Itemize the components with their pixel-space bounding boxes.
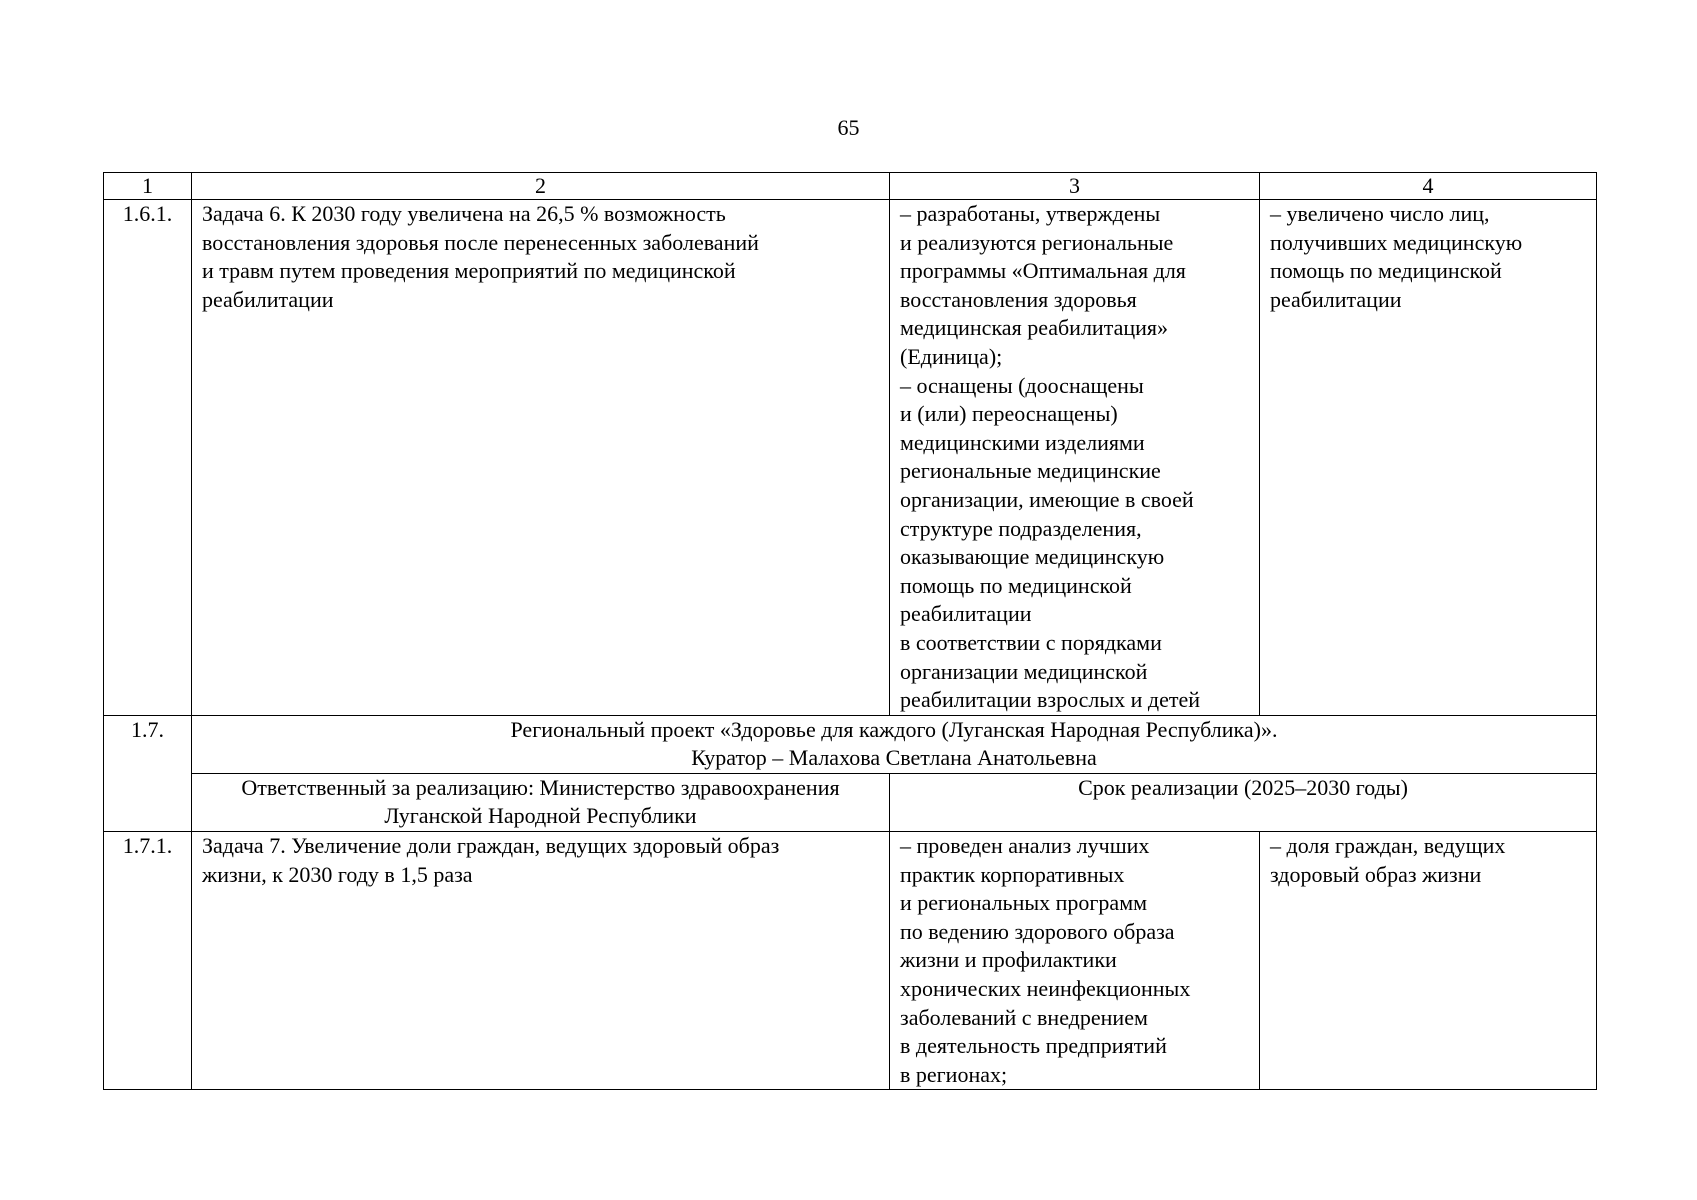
table-row bbox=[104, 715, 1597, 773]
indicator-cell: – увеличено число лиц, получивших медицинскую помощь по медицинской реабилитации bbox=[1260, 200, 1597, 716]
results-cell: – разработаны, утверждены и реализуются региональные программы «Оптимальная для восстановления здоровья медицинская реабилитация» (Единица); – оснащены (дооснащены и (или) переоснащены) медицинскими изделиями региональные медицинские организации, имеющие в своей структуре подразделения, оказывающие медицинскую помощь по медицинской реабилитации в соответствии с порядками организации медицинской реабилитации взрослых и детей bbox=[890, 200, 1260, 716]
term-cell: Срок реализации (2025–2030 годы) bbox=[890, 773, 1597, 831]
column-number-1: 1 bbox=[104, 173, 192, 200]
page-number: 65 bbox=[837, 115, 860, 140]
responsible-cell: Ответственный за реализацию: Министерство здравоохранения Луганской Народной Республики bbox=[192, 773, 890, 831]
row-number: 1.7. bbox=[104, 715, 192, 831]
table-row bbox=[104, 832, 1597, 1090]
column-number-4: 4 bbox=[1260, 173, 1597, 200]
row-number: 1.7.1. bbox=[104, 832, 192, 1090]
table-header-row bbox=[104, 173, 1597, 200]
table-row bbox=[104, 773, 1597, 831]
task-cell: Задача 6. К 2030 году увеличена на 26,5 % возможность восстановления здоровья после перенесенных заболеваний и травм путем проведения мероприятий по медицинской реабилитации bbox=[192, 200, 890, 716]
task-cell: Задача 7. Увеличение доли граждан, ведущих здоровый образ жизни, к 2030 году в 1,5 раза bbox=[192, 832, 890, 1090]
project-title-cell: Региональный проект «Здоровье для каждого (Луганская Народная Республика)». Куратор – Малахова Светлана Анатольевна bbox=[192, 715, 1597, 773]
row-number: 1.6.1. bbox=[104, 200, 192, 716]
indicator-cell: – доля граждан, ведущих здоровый образ жизни bbox=[1260, 832, 1597, 1090]
column-number-3: 3 bbox=[890, 173, 1260, 200]
results-cell: – проведен анализ лучших практик корпоративных и региональных программ по ведению здорового образа жизни и профилактики хронических неинфекционных заболеваний с внедрением в деятельность предприятий в регионах; bbox=[890, 832, 1260, 1090]
column-number-2: 2 bbox=[192, 173, 890, 200]
document-table bbox=[103, 172, 1597, 1090]
table-row bbox=[104, 200, 1597, 716]
